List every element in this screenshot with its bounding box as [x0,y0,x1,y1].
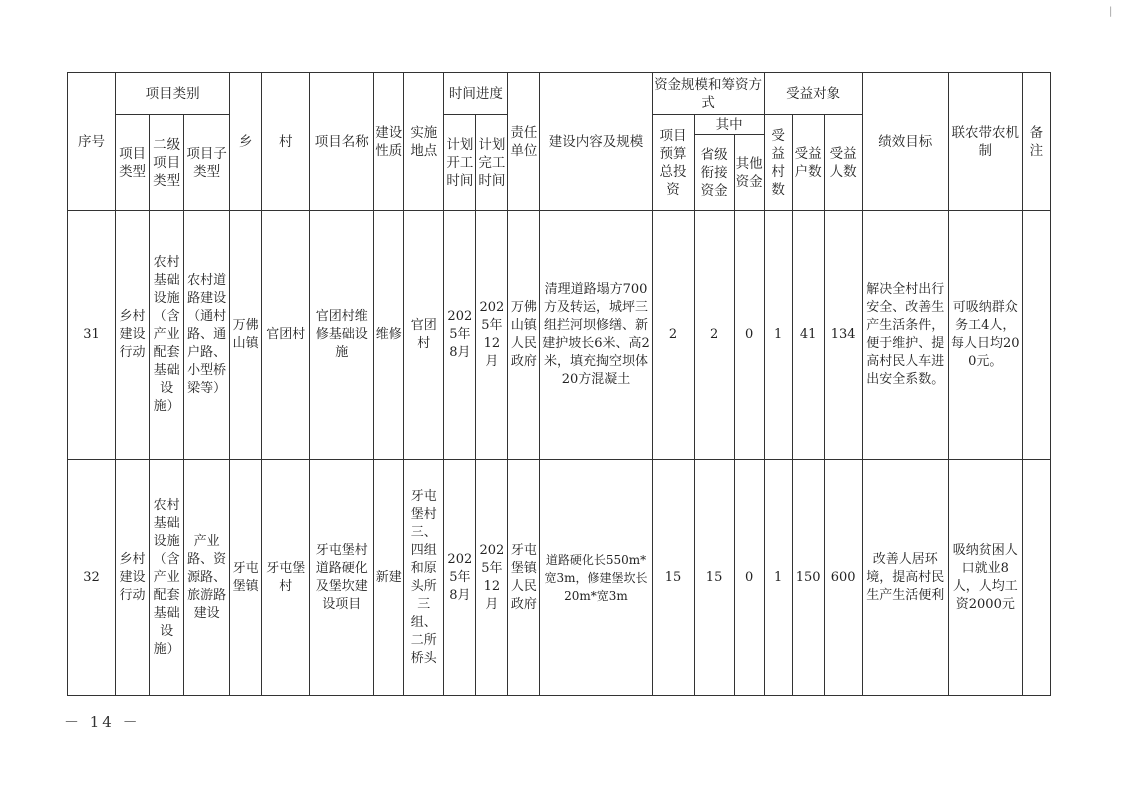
cell-other-funds: 0 [734,460,764,696]
cell-benefit-villages: 1 [764,211,792,460]
cell-category-level2: 农村基础设施（含产业配套基础设施） [150,460,184,696]
cell-benefit-people: 600 [824,460,862,696]
header-township: 乡 [230,73,262,211]
header-performance-goal: 绩效目标 [862,73,948,211]
cell-project-name: 官团村维修基础设施 [310,211,374,460]
header-other-funds: 其他资金 [734,135,764,211]
cell-end-time: 2025年12月 [476,460,508,696]
header-location: 实施地点 [404,73,444,211]
cell-category-type: 乡村建设行动 [116,211,150,460]
cell-township: 牙屯堡镇 [230,460,262,696]
cell-category-sub: 产业路、资源路、旅游路建设 [184,460,230,696]
cell-content-scale: 清理道路塌方700方及转运，城坪三组拦河坝修缮、新建护坡长6米、高2米，填充掏空坝体20方混凝土 [540,211,652,460]
cell-project-name: 牙屯堡村道路硬化及堡坎建设项目 [310,460,374,696]
cell-end-time: 2025年12月 [476,211,508,460]
header-beneficiary-group: 受益对象 [764,73,862,115]
header-row-1 [68,73,1051,115]
cell-category-level2: 农村基础设施（含产业配套基础设施） [150,211,184,460]
page-number: － 14 － [64,713,141,731]
cell-responsible-unit: 牙屯堡镇人民政府 [508,460,540,696]
cell-benefit-people: 134 [824,211,862,460]
cell-farmer-linkage: 吸纳贫困人口就业8人，人均工资2000元 [948,460,1022,696]
header-category-sub: 项目子类型 [184,115,230,211]
cell-location: 牙屯堡村三、四组和原头所三组、二所桥头 [404,460,444,696]
cell-other-funds: 0 [734,211,764,460]
header-category-level2: 二级项目类型 [150,115,184,211]
header-construction-nature: 建设性质 [374,73,404,211]
cell-start-time: 2025年8月 [444,460,476,696]
header-funding-group: 资金规模和筹资方式 [652,73,764,115]
header-content-scale: 建设内容及规模 [540,73,652,211]
cell-construction-nature: 维修 [374,211,404,460]
cell-remarks [1022,460,1050,696]
cell-benefit-households: 41 [792,211,824,460]
cell-start-time: 2025年8月 [444,211,476,460]
header-project-name: 项目名称 [310,73,374,211]
cell-performance-goal: 解决全村出行安全、改善生产生活条件，便于维护、提高村民人车进出安全系数。 [862,211,948,460]
header-category-type: 项目类型 [116,115,150,211]
header-village: 村 [262,73,310,211]
header-among: 其中 [694,115,764,135]
table-row [68,460,1051,696]
header-budget-total: 项目预算总投资 [652,115,694,211]
cell-provincial-funds: 2 [694,211,734,460]
header-end-time: 计划完工时间 [476,115,508,211]
cell-village: 牙屯堡村 [262,460,310,696]
cell-village: 官团村 [262,211,310,460]
cell-seq: 32 [68,460,116,696]
header-category-group: 项目类别 [116,73,230,115]
cell-category-sub: 农村道路建设（通村路、通户路、小型桥梁等） [184,211,230,460]
header-farmer-linkage: 联农带农机制 [948,73,1022,211]
corner-tick-mark: | [1109,6,1113,17]
project-table [67,72,1051,696]
cell-seq: 31 [68,211,116,460]
cell-budget-total: 15 [652,460,694,696]
header-remarks: 备注 [1022,73,1050,211]
header-provincial-funds: 省级衔接资金 [694,135,734,211]
cell-responsible-unit: 万佛山镇人民政府 [508,211,540,460]
cell-provincial-funds: 15 [694,460,734,696]
cell-location: 官团村 [404,211,444,460]
cell-benefit-households: 150 [792,460,824,696]
cell-category-type: 乡村建设行动 [116,460,150,696]
header-benefit-villages: 受益村数 [764,115,792,211]
header-start-time: 计划开工时间 [444,115,476,211]
header-benefit-households: 受益户数 [792,115,824,211]
cell-benefit-villages: 1 [764,460,792,696]
cell-township: 万佛山镇 [230,211,262,460]
header-schedule-group: 时间进度 [444,73,508,115]
cell-farmer-linkage: 可吸纳群众务工4人，每人日均200元。 [948,211,1022,460]
cell-construction-nature: 新建 [374,460,404,696]
cell-remarks [1022,211,1050,460]
cell-content-scale: 道路硬化长550m*宽3m，修建堡坎长20m*宽3m [540,460,652,696]
header-seq: 序号 [68,73,116,211]
header-responsible-unit: 责任单位 [508,73,540,211]
table-row [68,211,1051,460]
cell-performance-goal: 改善人居环境，提高村民生产生活便利 [862,460,948,696]
cell-budget-total: 2 [652,211,694,460]
header-benefit-people: 受益人数 [824,115,862,211]
